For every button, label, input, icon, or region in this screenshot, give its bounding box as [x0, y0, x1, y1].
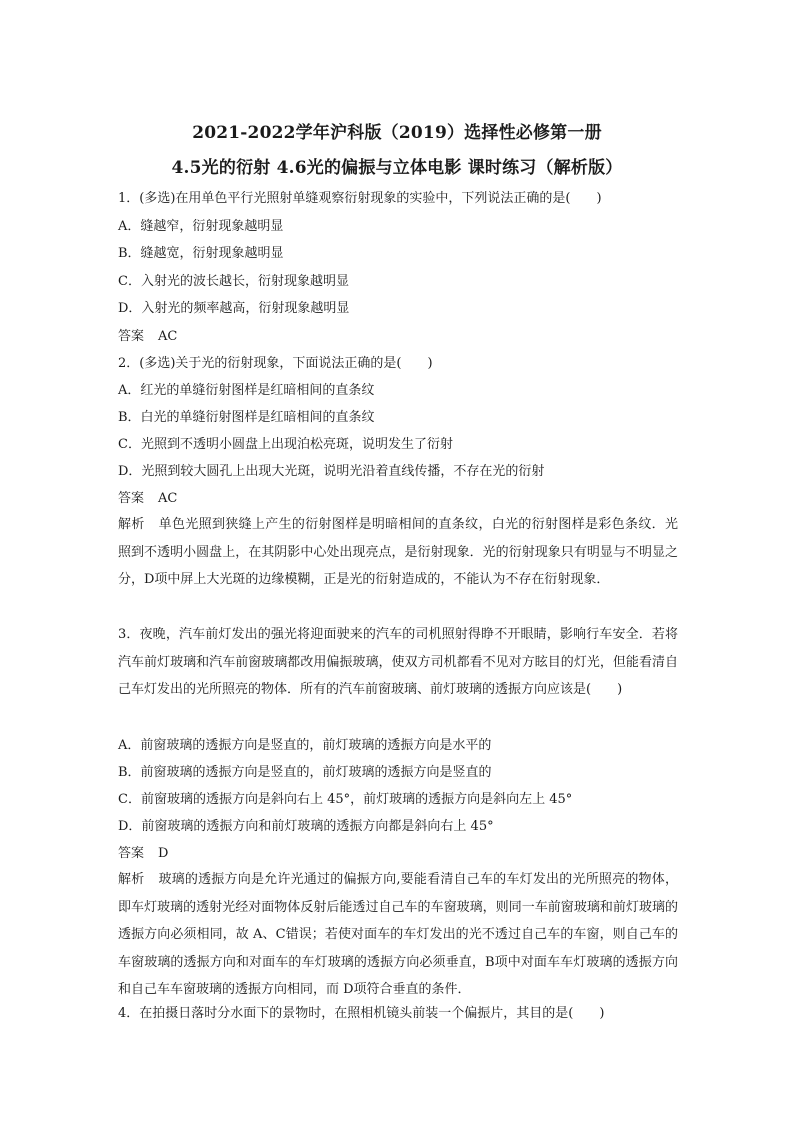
question-2-option-a: A．红光的单缝衍射图样是红暗相间的直条纹 — [118, 383, 375, 398]
question-2-stem: 2．(多选)关于光的衍射现象，下面说法正确的是( ) — [118, 356, 433, 371]
question-1-option-c: C．入射光的波长越长，衍射现象越明显 — [118, 274, 349, 289]
question-1-answer — [118, 328, 177, 346]
analysis-text: 玻璃的透振方向是允许光通过的偏振方向,要能看清自己车的车灯发出的光所照亮的物体，即车灯玻璃的透射光经对面物体反射后能透过自己车的车窗玻璃，则同一车前窗玻璃和前灯玻璃的透振方向必须相同，故 A、C错误；若使对面车的车灯发出的光不透过自己车的车窗，则自己车的车窗玻璃的透振方向和对面车的车灯玻璃的透振方向必须垂直，B项中对面车车灯玻璃的透振方向和自己车车窗玻璃的透振方向相同，而 D项符合垂直的条件． — [118, 872, 678, 997]
question-3-option-c: C．前窗玻璃的透振方向是斜向右上 45°，前灯玻璃的透振方向是斜向左上 45° — [118, 792, 573, 807]
question-1-option-d: D．入射光的频率越高，衍射现象越明显 — [118, 301, 350, 316]
question-1-stem: 1．(多选)在用单色平行光照射单缝观察衍射现象的实验中，下列说法正确的是( ) — [118, 191, 602, 206]
question-1-option-b: B．缝越宽，衍射现象越明显 — [118, 246, 284, 261]
question-3-option-a: A．前窗玻璃的透振方向是竖直的，前灯玻璃的透振方向是水平的 — [118, 738, 492, 753]
question-2-option-b: B．白光的单缝衍射图样是红暗相间的直条纹 — [118, 410, 375, 425]
answer-label: 答案 — [118, 846, 145, 861]
analysis-label: 解析 — [118, 872, 145, 887]
question-4-stem: 4．在拍摄日落时分水面下的景物时，在照相机镜头前装一个偏振片，其目的是( ) — [118, 1006, 605, 1021]
question-3-analysis — [118, 866, 678, 1004]
question-2-option-c: C．光照到不透明小圆盘上出现泊松亮斑，说明发生了衍射 — [118, 437, 453, 452]
answer-value: AC — [158, 491, 178, 506]
question-3-option-d: D．前窗玻璃的透振方向和前灯玻璃的透振方向都是斜向右上 45° — [118, 819, 494, 834]
question-1-option-a: A．缝越窄，衍射现象越明显 — [118, 219, 284, 234]
question-3-stem: 3．夜晚，汽车前灯发出的强光将迎面驶来的汽车的司机照射得睁不开眼睛，影响行车安全．若将汽车前灯玻璃和汽车前窗玻璃都改用偏振玻璃，使双方司机都看不见对方眩目的灯光，但能看清自己车灯发出的光所照亮的物体．所有的汽车前窗玻璃、前灯玻璃的透振方向应该是( ) — [118, 627, 678, 697]
document-title: 2021-2022学年沪科版（2019）选择性必修第一册 — [192, 123, 602, 143]
question-2-analysis — [118, 511, 678, 594]
question-3-option-b: B．前窗玻璃的透振方向是竖直的，前灯玻璃的透振方向是竖直的 — [118, 765, 492, 780]
answer-value: AC — [158, 329, 178, 344]
question-3-answer — [118, 845, 168, 863]
answer-label: 答案 — [118, 329, 145, 344]
answer-label: 答案 — [118, 491, 145, 506]
document-subtitle: 4.5光的衍射 4.6光的偏振与立体电影 课时练习（解析版） — [171, 158, 623, 178]
analysis-text: 单色光照到狭缝上产生的衍射图样是明暗相间的直条纹，白光的衍射图样是彩色条纹．光照到不透明小圆盘上，在其阴影中心处出现亮点，是衍射现象．光的衍射现象只有明显与不明显之分，D项中屏上大光斑的边缘模糊，正是光的衍射造成的，不能认为不存在衍射现象． — [118, 517, 678, 587]
question-2-answer — [118, 490, 177, 508]
question-2-option-d: D．光照到较大圆孔上出现大光斑，说明光沿着直线传播，不存在光的衍射 — [118, 464, 545, 479]
analysis-label: 解析 — [118, 517, 145, 532]
answer-value: D — [158, 846, 169, 861]
